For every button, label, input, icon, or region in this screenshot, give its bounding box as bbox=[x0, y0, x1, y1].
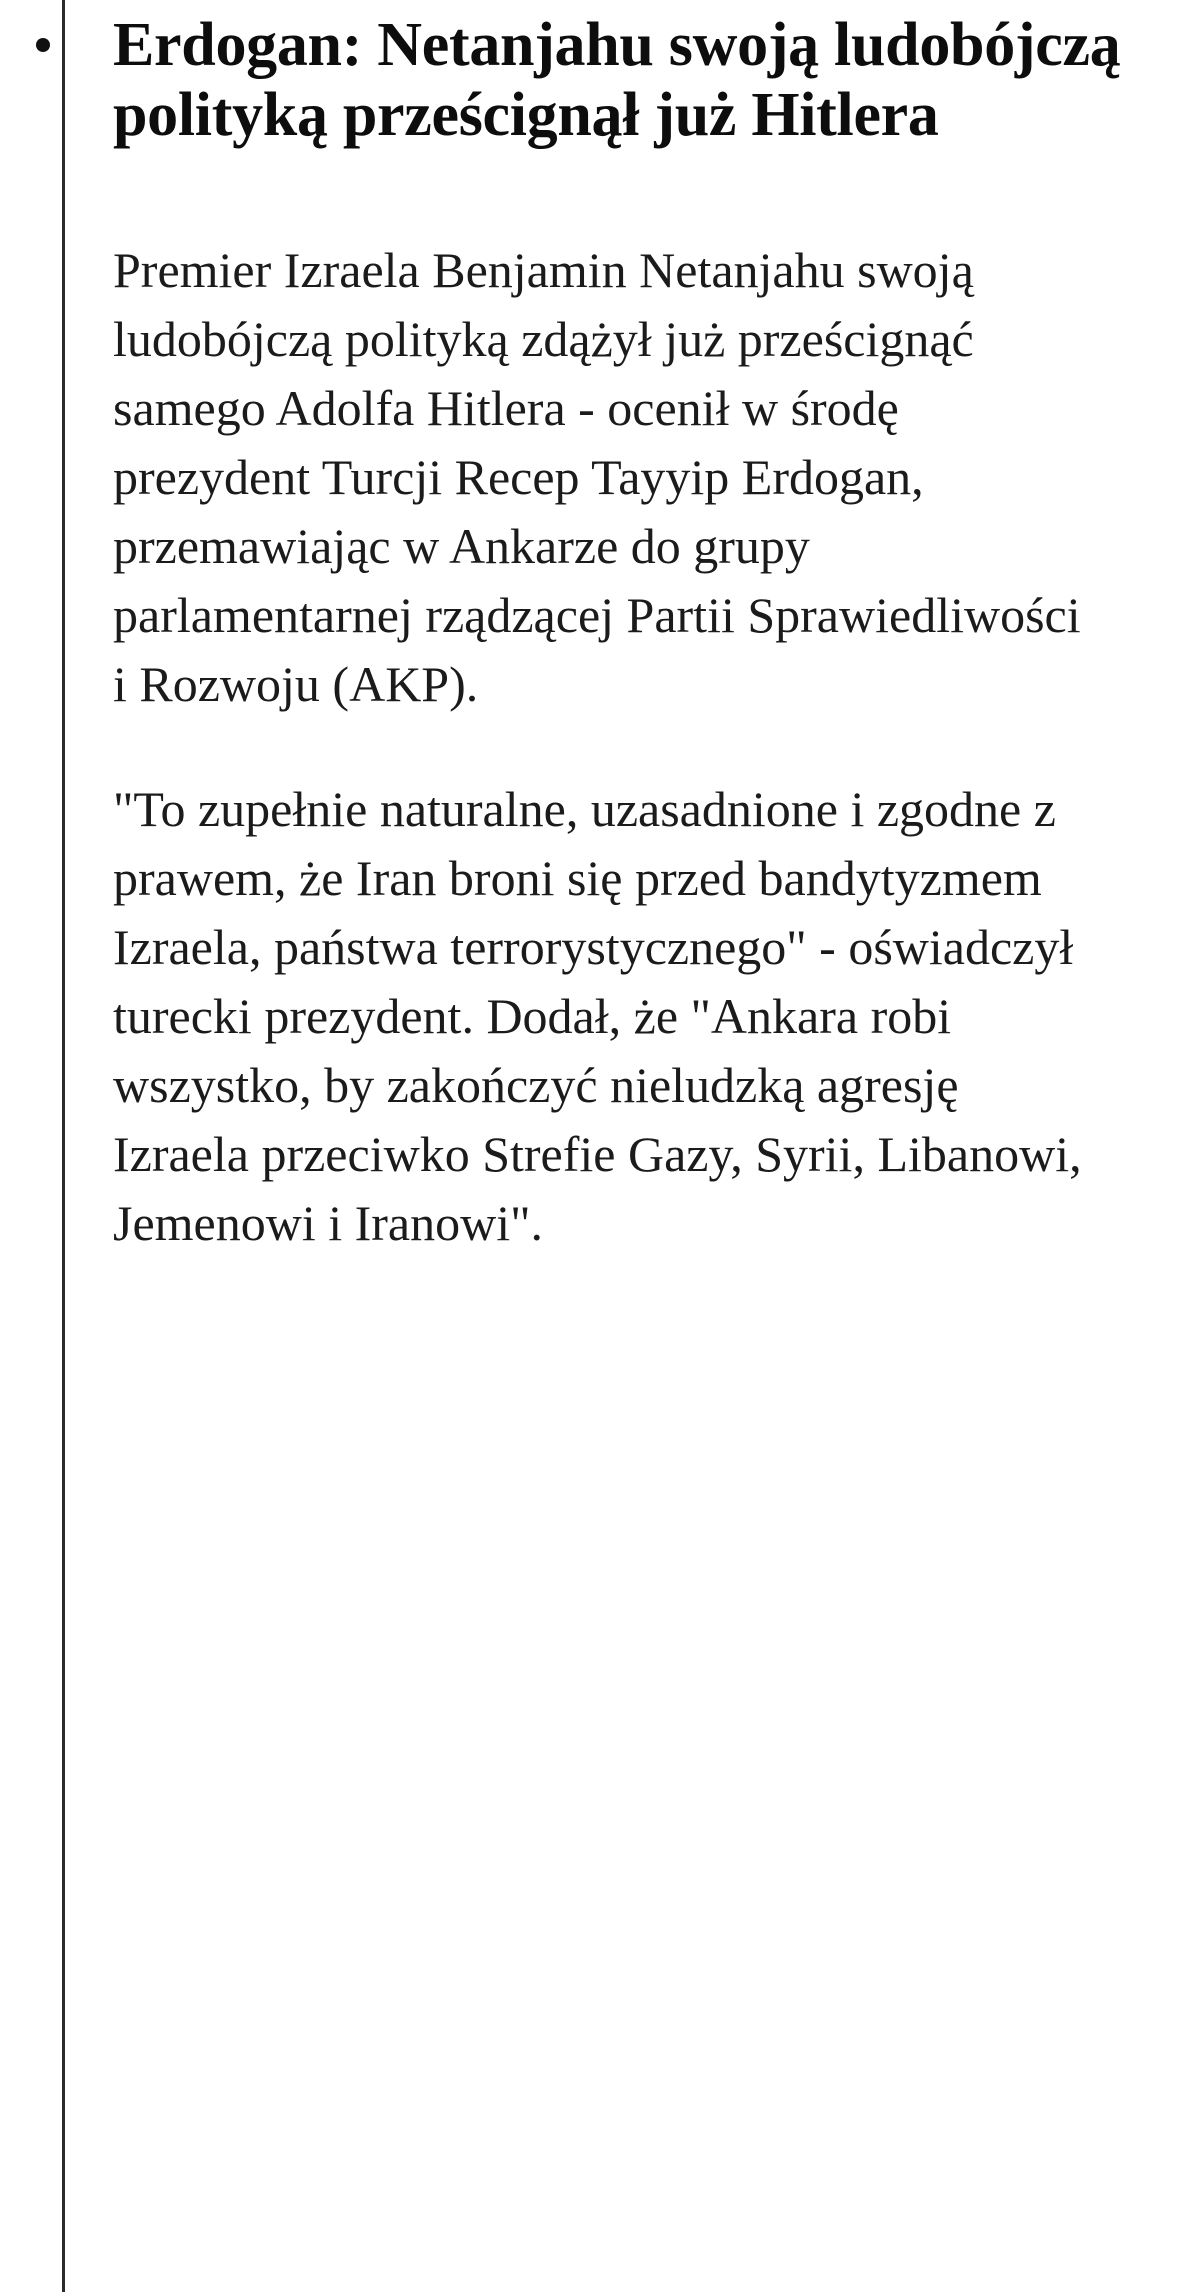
article-container bbox=[113, 0, 1133, 1258]
article-body bbox=[113, 236, 1103, 1258]
left-vertical-rule bbox=[62, 0, 65, 2292]
article-headline: Erdogan: Netanjahu swoją ludobójczą polityką prześcignął już Hitlera bbox=[113, 11, 1121, 150]
bullet-point-marker bbox=[36, 38, 50, 52]
article-paragraph: Premier Izraela Benjamin Netanjahu swoją ludobójczą polityką zdążył już prześcignąć samego Adolfa Hitlera - ocenił w środę prezydent Turcji Recep Tayyip Erdogan, przemawiając w Ankarze do grupy parlamentarnej rządzącej Partii Sprawiedliwości i Rozwoju (AKP). bbox=[113, 242, 1081, 713]
article-paragraph: "To zupełnie naturalne, uzasadnione i zgodne z prawem, że Iran broni się przed bandytyzmem Izraela, państwa terrorystycznego" - oświadczył turecki prezydent. Dodał, że "Ankara robi wszystko, by zakończyć nieludzką agresję Izraela przeciwko Strefie Gazy, Syrii, Libanowi, Jemenowi i Iranowi". bbox=[113, 781, 1082, 1252]
